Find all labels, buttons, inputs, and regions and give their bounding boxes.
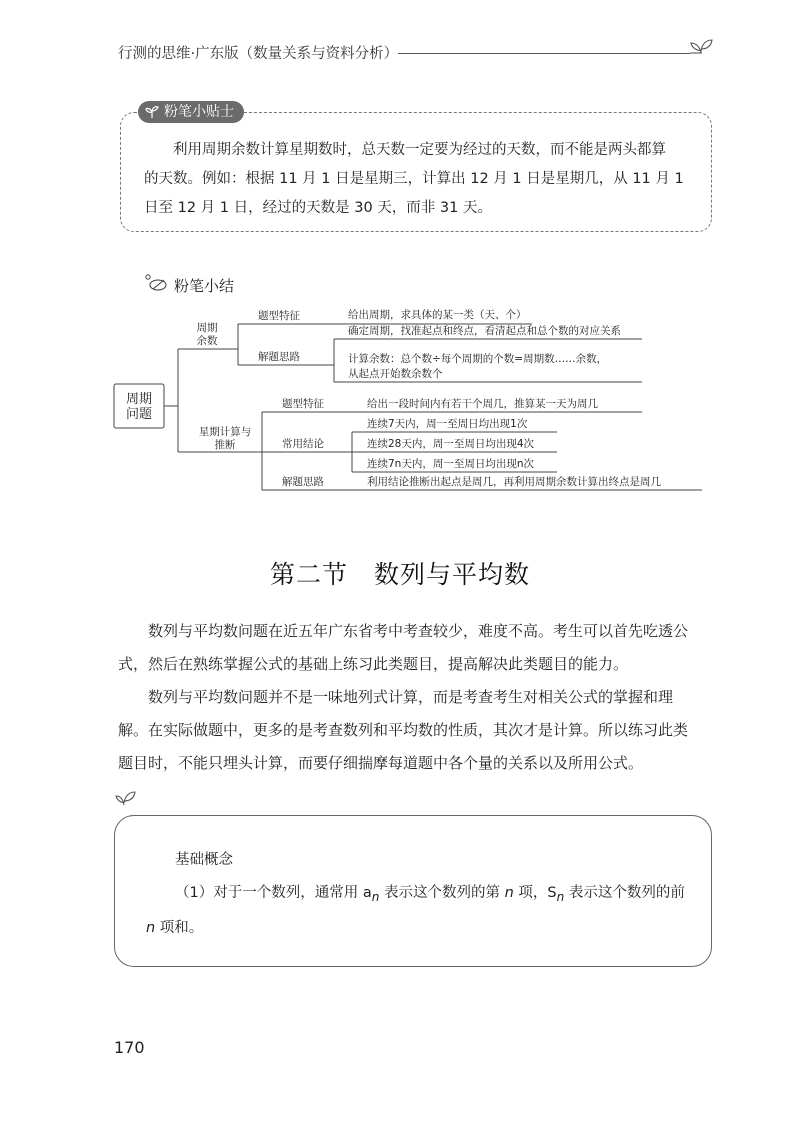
- mind-map: [112, 302, 712, 502]
- concept-variable: n: [504, 885, 514, 901]
- sprout-icon: [688, 34, 714, 56]
- header-rule: [398, 53, 690, 54]
- leaf-icon: [145, 105, 159, 119]
- sprout-icon: [114, 787, 140, 807]
- node-label: 常用结论: [282, 438, 324, 450]
- branch-label: 星期计算与推断: [198, 426, 252, 451]
- concept-subscript: n: [371, 889, 380, 904]
- tip-body: [144, 136, 692, 223]
- node-label: 解题思路: [282, 476, 324, 488]
- concept-text-part: 表示这个数列的前: [564, 885, 685, 901]
- paragraph: 数列与平均数问题并不是一味地列式计算，而是考查考生对相关公式的掌握和理解。在实际做题中，更多的是考查数列和平均数的性质，其次才是计算。所以练习此类题目时，不能只埋头计算，而要仔细揣摩每道题中各个量的关系以及所用公式。: [118, 688, 689, 772]
- tip-line: 的天数。例如：根据 11 月 1 日是星期三，计算出 12 月 1 日是星期几，从 11 月 1: [144, 171, 684, 187]
- summary-title-text: 粉笔小结: [174, 277, 235, 295]
- node-detail: 确定周期，找准起点和终点，看清起点和总个数的对应关系: [348, 325, 621, 337]
- pencil-icon: [144, 273, 170, 293]
- tip-label: [138, 101, 244, 123]
- node-detail: 给出一段时间内有若干个周几，推算某一天为周几: [367, 398, 598, 410]
- branch-label: 周期余数: [196, 322, 218, 347]
- node-detail: 利用结论推断出起点是周几，再利用周期余数计算出终点是周几: [367, 476, 661, 488]
- concept-text-part: 项，S: [513, 885, 557, 901]
- concept-text: [146, 878, 694, 944]
- tip-label-text: 粉笔小贴士: [164, 104, 234, 120]
- node-detail: 从起点开始数余数个: [348, 368, 443, 380]
- node-label: 解题思路: [258, 351, 300, 363]
- mind-map-root: 周期问题: [126, 392, 153, 422]
- concept-text-part: （1）对于一个数列，通常用 a: [175, 885, 372, 901]
- tip-line: 日至 12 月 1 日，经过的天数是 30 天，而非 31 天。: [144, 200, 492, 216]
- node-detail: 连续7天内，周一至周日均出现1次: [367, 418, 528, 430]
- summary-title: [148, 275, 234, 296]
- tip-line: 利用周期余数计算星期数时，总天数一定要为经过的天数，而不能是两头都算: [173, 142, 666, 158]
- concept-text-part: 项和。: [155, 919, 204, 936]
- concept-text-part: 表示这个数列的第: [379, 885, 505, 901]
- node-detail: 计算余数：总个数÷每个周期的个数=周期数……余数，: [348, 353, 608, 365]
- page-number: 170: [114, 1038, 145, 1057]
- node-detail: 给出周期，求具体的某一类（天、个）: [348, 309, 527, 321]
- concept-subscript: n: [556, 889, 565, 904]
- node-label: 题型特征: [282, 398, 324, 410]
- node-detail: 连续7n天内，周一至周日均出现n次: [367, 458, 534, 470]
- node-label: 题型特征: [258, 310, 300, 322]
- section-title: 第二节 数列与平均数: [269, 560, 530, 589]
- concept-variable: n: [146, 919, 156, 936]
- running-header: 行测的思维·广东版（数量关系与资料分析）: [118, 46, 399, 62]
- node-detail: 连续28天内，周一至周日均出现4次: [367, 438, 535, 450]
- paragraph: 数列与平均数问题在近五年广东省考中考查较少，难度不高。考生可以首先吃透公式，然后在熟练掌握公式的基础上练习此类题目，提高解决此类题目的能力。: [118, 622, 689, 673]
- concept-title: 基础概念: [175, 852, 233, 868]
